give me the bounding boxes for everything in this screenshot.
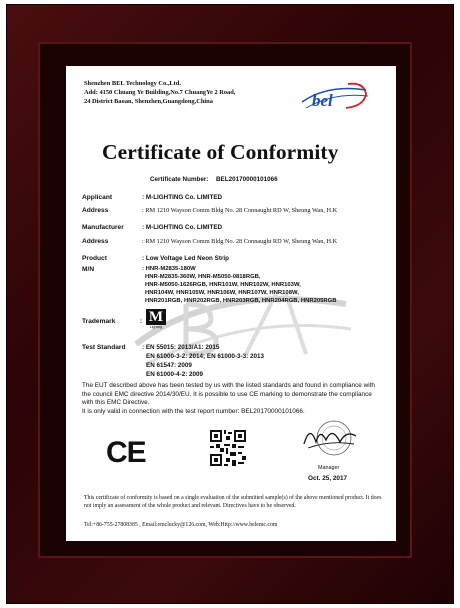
product-label: Product	[82, 255, 107, 262]
test-standard-item: EN 61547: 2009	[146, 362, 192, 369]
certificate-number: BEL20170000101066	[216, 176, 278, 183]
issuer-name: Shenzhen BEL Technology Co.,Ltd.	[84, 80, 181, 87]
test-standard-item: EN 61000-3-2: 2014; EN 61000-3-3: 2013	[146, 353, 264, 360]
manufacturer-address: : RM 1210 Wayson Comm Bldg No. 28 Connaught RD W, Sheung Wan, H.K	[142, 238, 338, 245]
model-list-item: : HNR-M2835-180W	[142, 266, 196, 272]
issuer-address-line1: Add: 4150 Chuang Ye Building,No.7 ChuangYe 2 Road,	[84, 89, 236, 96]
certificate-paper	[66, 66, 396, 541]
model-list-item: HNR-M5050-1626RGB, HNR101W, HNR102W, HNR103W,	[145, 282, 301, 288]
certificate-number-label: Certificate Number:	[150, 176, 209, 183]
ce-mark: CE	[106, 436, 146, 469]
applicant-address: : RM 1210 Wayson Comm Bldg No. 28 Connaught RD W, Sheung Wan, H.K	[142, 207, 338, 214]
test-standard-label: Test Standard	[82, 344, 126, 351]
trademark-logo-sub: Lighting	[149, 325, 163, 329]
test-standard-item: EN 61000-4-2: 2009	[146, 371, 204, 378]
certificate-title: Certificate of Conformity	[102, 140, 339, 164]
footer-disclaimer: This certificate of conformity is based on a single evaluation of the submitted sample(s) of the above mentioned product. It does not imply an assessment of the whole product and relevant. Directives have to be observed.	[84, 495, 382, 510]
validity-statement: It is only valid in connection with the test report number: BEL20170000101066.	[82, 408, 305, 415]
trademark-label: Trademark	[82, 318, 116, 325]
certificate-date: Oct. 25, 2017	[308, 475, 348, 482]
manufacturer-label: Manufacturer	[82, 224, 124, 231]
bel-logo-icon	[298, 80, 370, 114]
applicant-address-label: Address	[82, 207, 109, 214]
model-number-label: M/N	[82, 266, 95, 273]
trademark-colon: :	[140, 318, 143, 325]
model-list-item: HNR201RGB, HNR202RGB, HNR203RGB, HNR204RGB, HNR205RGB	[145, 298, 337, 304]
logo-text: bel	[312, 91, 333, 110]
product-value: : Low Voltage Led Neon Strip	[142, 255, 229, 262]
applicant-label: Applicant	[82, 194, 113, 201]
signer-title: Manager	[318, 465, 340, 471]
model-list-item: HNR104W, HNR105W, HNR106W, HNR107W, HNR108W,	[145, 290, 299, 296]
manufacturer-address-label: Address	[82, 238, 109, 245]
trademark-logo-letter: M	[146, 309, 166, 325]
issuer-address-line2: 24 District Baoan, Shenzhen,Guangdong,China	[84, 98, 213, 105]
applicant-value: : M-LIGHTING Co. LIMITED	[142, 194, 223, 201]
compliance-statement: The EUT described above has been tested by us with the listed standards and found in compliance with the council EMC directive 2014/30/EU. It is possible to use CE marking to demonstrate the compliance with this EMC Directive.	[82, 382, 375, 407]
model-list-item: HNR-M2835-360W, HNR-M5050-0818RGB,	[145, 274, 261, 280]
test-standard-item: : EN 55015: 2013/A1: 2015	[142, 344, 220, 351]
manufacturer-value: : M-LIGHTING Co. LIMITED	[142, 224, 223, 231]
manager-signature-stamp	[300, 418, 360, 464]
qr-code-icon	[208, 428, 248, 468]
trademark-logo	[146, 309, 166, 331]
footer-contact: Tel:+86-755-27808385 , Email:emclucky@126.com, Web:Http://www.belemc.com	[84, 522, 278, 528]
